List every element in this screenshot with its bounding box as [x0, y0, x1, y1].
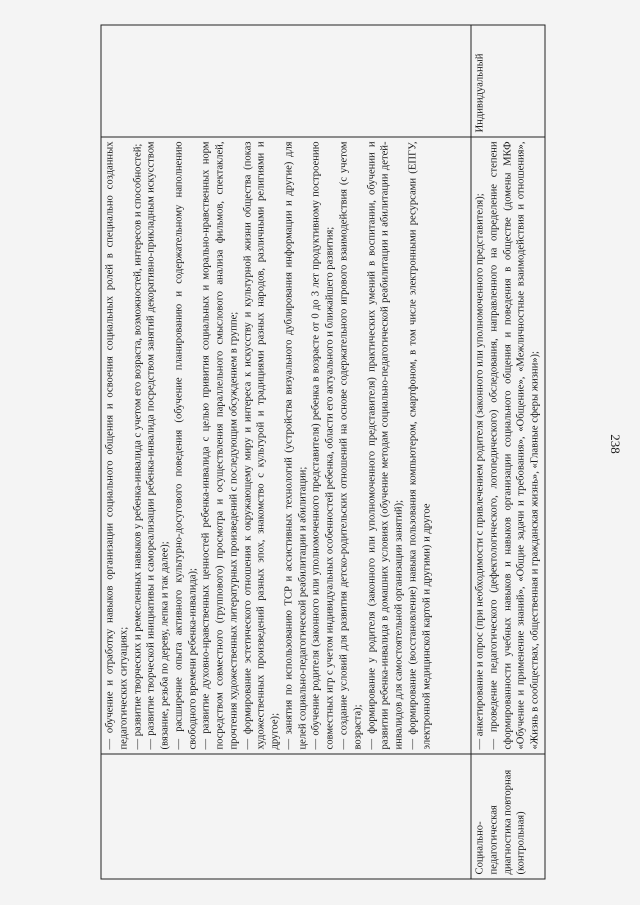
activity-item: — формирование у родителя (законного или уполномоченного представителя) практических умений в воспитании, обучении и развитии ребенка-инвалида в домашних условиях (обучение методам социально-педагогической реабилитации и абилитации детей-инвалидов для самостоятельной организации занятий); — [365, 141, 405, 750]
page-number: 238 — [608, 434, 623, 454]
activity-item: — формирование (восстановление) навыка пользования компьютером, смартфоном, в том числе электронными ресурсами (ЕПГУ, электронной медицинской картой и другими) и другое — [406, 141, 432, 750]
activity-item: — развитие творческой инициативы и самореализации ребенка-инвалида посредством занятий декоративно-прикладным искусством (вязание, резьба по дереву, лепка и так далее); — [145, 141, 171, 750]
table-row — [101, 25, 471, 879]
activity-item: — проведение педагогического (дефектологического, логопедического) обследования, направленного на определение степени сформированности учебных навыков и навыков организации социального общения и поведения в обществе (домены МКФ «Обучение и применение знаний», «Общие задачи и требования», «Общение», «Межличностные взаимодействия и отношения», «Жизнь в сообществах, общественная и гражданская жизнь», «Главные сферы жизни»); — [487, 141, 541, 750]
stage-name: Социально-педагогическая диагностика повторная (контрольная) — [474, 769, 527, 875]
activity-item: — развитие творческих и ремесленных навыков у ребенка-инвалида с учетом его возраста, возможностей, интересов и способностей; — [131, 143, 143, 750]
activity-item: — занятия по использованию ТСР и ассистивных технологий (устройства визуального дублирования информации и другие) для целей социально-педагогической реабилитации и абилитации; — [282, 141, 308, 750]
activity-item: — расширение опыта активного культурно-досугового поведения (обучение планированию и содержательному наполнению свободного времени ребенка-инвалида); — [172, 141, 198, 750]
format-cell — [471, 25, 545, 137]
table-row — [471, 25, 545, 879]
rehabilitation-table — [100, 25, 545, 880]
activity-item: — анкетирование и опрос (при необходимости с привлечением родителя (законного или уполномоченного представителя); — [474, 193, 485, 750]
activities-cell — [101, 137, 471, 754]
activity-item: — создание условий для развития детско-родительских отношений на основе содержательного игрового взаимодействия (с учетом возраста); — [338, 141, 363, 750]
activity-item: — обучение родителя (законного или уполномоченного представителя) ребенка в возрасте от 0 до 3 лет продуктивному построению совместных игр с учетом индивидуальных особенностей ребенка, области его актуального и ближайшего развития; — [310, 141, 336, 750]
activity-item: — развитие духовно-нравственных ценностей ребенка-инвалида с целью привития социальных и морально-нравственных норм посредством совместного (группового) просмотра и осуществления параллельного смыслового анализа фильмов, спектаклей, прочтения художественных литературных произведений с последующим обсуждением в группе; — [200, 141, 239, 750]
activities-cell — [471, 137, 545, 754]
activity-item: — обучение и отработку навыков организации социального общения и освоения социальных ролей в специально созданных педагогических ситуациях; — [104, 141, 129, 750]
format-cell — [101, 25, 471, 137]
rotated-page-content — [100, 25, 540, 880]
activity-item: — формирование эстетического отношения к окружающему миру и интереса к искусству и культурной жизни общества (показ художественных произведений разных эпох, знакомство с культурой и традициями разных народов, различными религиями и другое); — [241, 141, 281, 750]
format-label: Индивидуальный — [474, 53, 485, 133]
stage-cell — [471, 754, 545, 879]
stage-cell — [101, 754, 471, 879]
